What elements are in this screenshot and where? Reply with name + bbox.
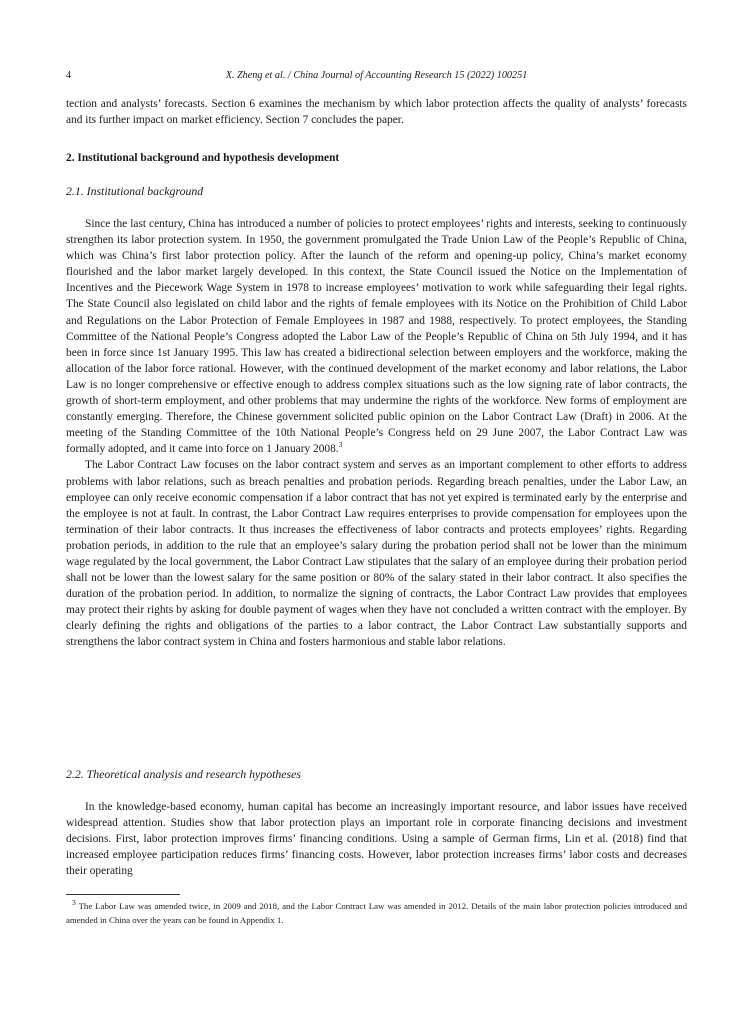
paragraph — [66, 216, 687, 457]
section-heading: 2. Institutional background and hypothesis development — [66, 152, 340, 164]
subsection-heading-institutional-background: 2.1. Institutional background — [66, 184, 204, 198]
footnote-divider — [66, 894, 180, 895]
footnote — [66, 899, 687, 927]
paragraph: The Labor Contract Law focuses on the labor contract system and serves as an important complement to other efforts to address problems with labor relations, such as breach penalties and probation periods. Regarding breach penalties, under the Labor Law, an employee can only receive economic compensation if a labor contract that has not yet expired is terminated early by the enterprise and the employee is not at fault. In contrast, the Labor Contract Law requires enterprises to provide compensation for employees upon the termination of their labor contracts. It thus increases the effectiveness of labor contracts and protects employees’ rights. Regarding probation periods, in addition to the rule that an employee’s salary during the probation period shall not be lower than the minimum wage regulated by the local government, the Labor Contract Law stipulates that the salary of an employee during their probation period shall not be lower than the lowest salary for the same position or 80% of the salary stated in their labor contract. It also specifies the duration of the probation period. In addition, to normalize the signing of contracts, the Labor Contract Law provides that employees may protect their rights by asking for double payment of wages when they have not concluded a written contract with the employer. By clearly defining the rights and obligations of the parties to a labor contract, the Labor Contract Law substantially supports and strengthens the labor contract system in China and fosters harmonious and stable labor relations. — [66, 459, 687, 649]
paragraph: In the knowledge-based economy, human capital has become an increasingly important resource, and labor issues have received widespread attention. Studies show that labor protection plays an important role in corporate financing decisions and investment decisions. First, labor protection improves firms’ financing conditions. Using a sample of German firms, Lin et al. (2018) find that increased employee participation reduces firms’ financing costs. However, labor protection increases firms’ labor costs and decreases their operating — [66, 801, 687, 878]
footnote-reference[interactable]: 3 — [338, 440, 343, 450]
journal-citation: X. Zheng et al. / China Journal of Accounting Research 15 (2022) 100251 — [225, 70, 528, 81]
intro-continuation-paragraph: tection and analysts’ forecasts. Section 6 examines the mechanism by which labor protection affects the quality of analysts’ forecasts and its further impact on market efficiency. Section 7 concludes the paper. — [66, 98, 687, 127]
running-header — [66, 70, 687, 86]
theoretical-analysis-body — [66, 799, 687, 879]
footnote-body — [66, 899, 687, 927]
institutional-background-body — [66, 216, 687, 651]
footnote-text: The Labor Law was amended twice, in 2009 and 2018, and the Labor Contract Law was amended in 2012. Details of the main labor protection policies introduced and amended in China over the years can be found in Appendix 1. — [66, 901, 687, 925]
paragraph-text: Since the last century, China has introduced a number of policies to protect employees’ rights and interests, seeking to continuously strengthen its labor protection system. In 1950, the government promulgated the Trade Union Law of the People’s Republic of China, which was China’s first labor protection policy. After the launch of the reform and opening-up policy, China’s market economy flourished and the labor market largely developed. In this context, the State Council issued the Notice on the Implementation of Incentives and the Piecework Wage System in 1978 to increase employees’ motivation to work while safeguarding their legal rights. The State Council also legislated on child labor and the rights of female employees with its Notice on the Prohibition of Child Labor and Regulations on the Labor Protection of Female Employees in 1987 and 1988, respectively. To protect employees, the Standing Committee of the National People’s Congress adopted the Labor Law of the People’s Republic of China on 5th July 1994, and it has been in force since 1st January 1995. This law has created a bidirectional selection between employers and the workforce, making the allocation of the labor force rational. However, with the continued development of the market economy and labor relations, the Labor Law is no longer comprehensive or effective enough to address complex situations such as the low signing rate of labor contracts, the growth of short-term employment, and other problems that may undermine the rights of the workforce. New forms of employment are constantly emerging. Therefore, the Chinese government solicited public opinion on the Labor Contract Law (Draft) in 2006. At the meeting of the Standing Committee of the 10th National People’s Congress held on 29 June 2007, the Labor Contract Law was formally adopted, and it came into force on 1 January 2008. — [66, 218, 687, 456]
page-number: 4 — [66, 70, 72, 81]
subsection-heading-theoretical-analysis: 2.2. Theoretical analysis and research hypotheses — [66, 767, 301, 781]
footnote-marker: 3 — [72, 898, 76, 908]
